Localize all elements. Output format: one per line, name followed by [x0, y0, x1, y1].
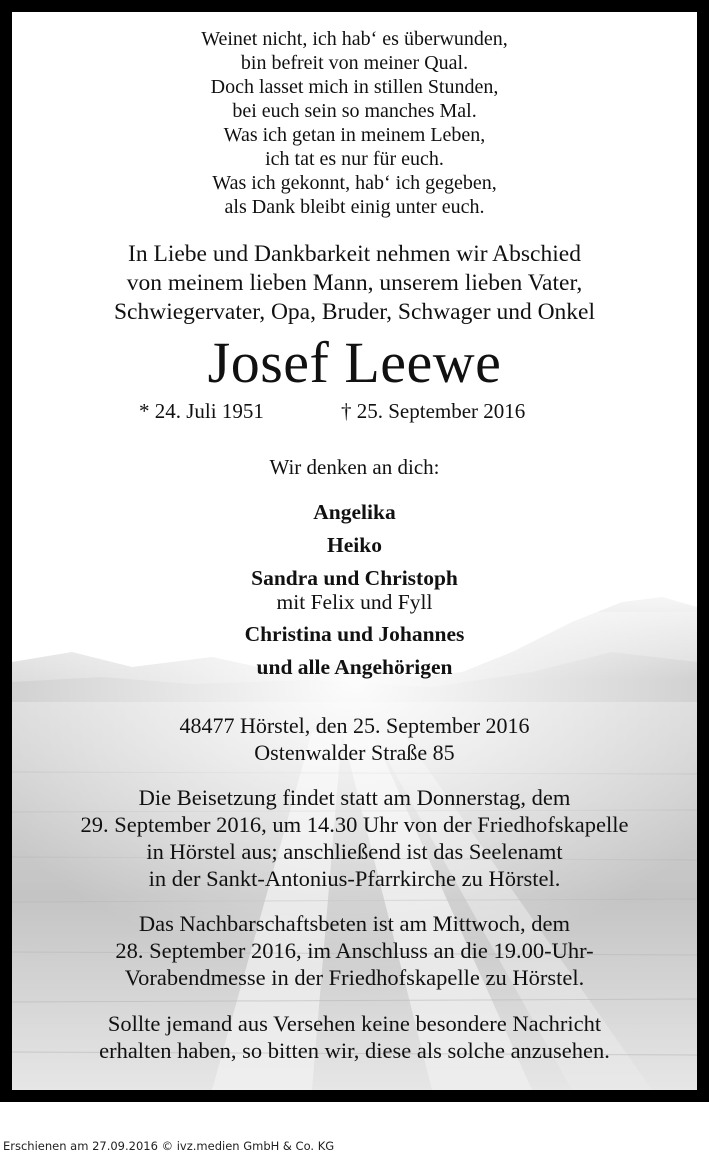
- death-date: † 25. September 2016: [341, 399, 526, 423]
- funeral-line: in Hörstel aus; anschließend ist das Seelenamt: [146, 839, 563, 864]
- mourner-name: Christina und Johannes: [244, 622, 465, 646]
- intro-line: In Liebe und Dankbarkeit nehmen wir Abschied: [128, 241, 581, 267]
- farewell-intro: [12, 240, 697, 327]
- prayer-line: 28. September 2016, im Anschluss an die 19.00-Uhr-: [115, 938, 594, 963]
- notice-panel: [12, 12, 697, 1090]
- poem-line: Weinet nicht, ich hab‘ es überwunden,: [201, 28, 508, 50]
- prayer-line: Vorabendmesse in der Friedhofskapelle zu Hörstel.: [124, 965, 585, 990]
- publication-footer: Erschienen am 27.09.2016 © ivz.medien GmbH & Co. KG: [3, 1139, 335, 1153]
- mourner-name: Angelika: [313, 500, 396, 524]
- mourner-name: Sandra und Christoph: [251, 566, 458, 590]
- intro-line: Schwiegervater, Opa, Bruder, Schwager und Onkel: [113, 299, 595, 325]
- poem: [12, 27, 697, 219]
- poem-line: Was ich gekonnt, hab‘ ich gegeben,: [212, 172, 497, 194]
- notice-line: Sollte jemand aus Versehen keine besondere Nachricht: [107, 1011, 602, 1036]
- prayer-info: [12, 910, 697, 991]
- remembrance-heading: Wir denken an dich:: [269, 455, 440, 479]
- poem-line: ich tat es nur für euch.: [265, 148, 444, 170]
- funeral-line: 29. September 2016, um 14.30 Uhr von der Friedhofskapelle: [80, 812, 629, 837]
- mourner-name: und alle Angehörigen: [256, 655, 453, 679]
- poem-line: bei euch sein so manches Mal.: [232, 100, 477, 122]
- poem-line: als Dank bleibt einig unter euch.: [224, 196, 485, 218]
- funeral-line: in der Sankt-Antonius-Pfarrkirche zu Hörstel.: [148, 866, 561, 891]
- address-block: [12, 712, 697, 766]
- address-line: Ostenwalder Straße 85: [254, 740, 455, 765]
- intro-line: von meinem lieben Mann, unserem lieben Vater,: [126, 270, 583, 296]
- notice-info: [12, 1010, 697, 1064]
- mourner-subline: mit Felix und Fyll: [276, 590, 433, 614]
- birth-date: * 24. Juli 1951: [139, 399, 264, 423]
- poem-line: bin befreit von meiner Qual.: [240, 52, 469, 74]
- address-line: 48477 Hörstel, den 25. September 2016: [179, 713, 530, 738]
- mourners-list: [12, 496, 697, 684]
- notice-line: erhalten haben, so bitten wir, diese als solche anzusehen.: [99, 1038, 610, 1063]
- poem-line: Doch lasset mich in stillen Stunden,: [210, 76, 499, 98]
- funeral-line: Die Beisetzung findet statt am Donnerstag, dem: [138, 785, 571, 810]
- poem-line: Was ich getan in meinem Leben,: [223, 124, 486, 146]
- deceased-name: Josef Leewe: [207, 330, 502, 395]
- mourner-name: Heiko: [327, 533, 382, 557]
- funeral-info: [12, 784, 697, 892]
- prayer-line: Das Nachbarschaftsbeten ist am Mittwoch, dem: [138, 911, 571, 936]
